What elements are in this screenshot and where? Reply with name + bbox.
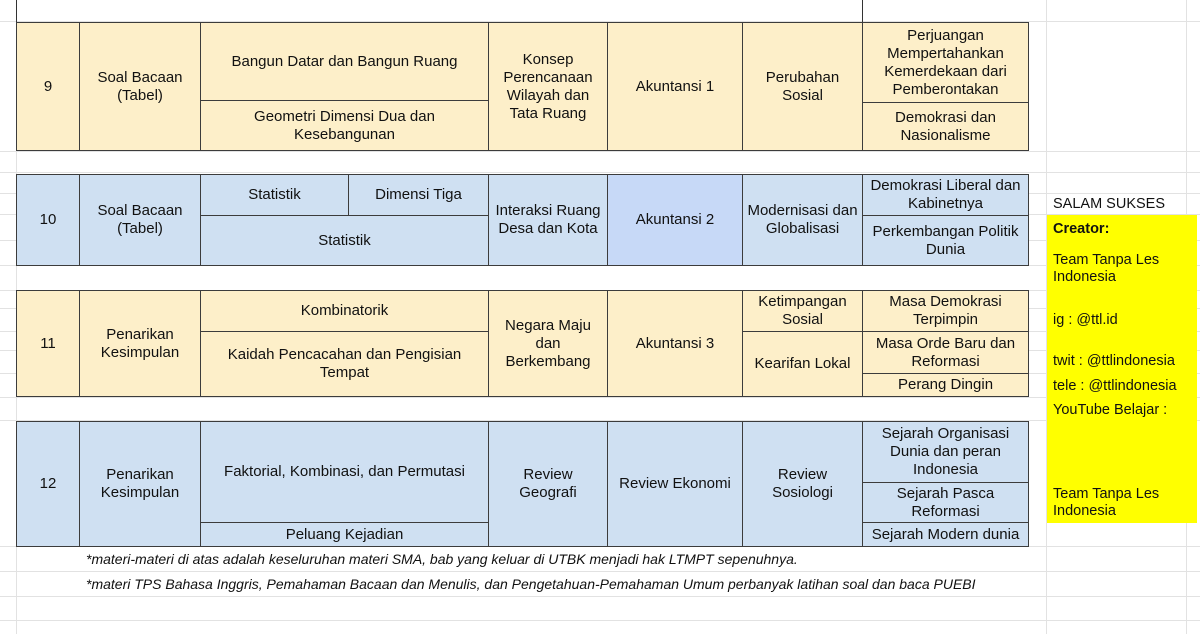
history-topic-3: Sejarah Modern dunia <box>862 522 1029 547</box>
math-topic-top: Faktorial, Kombinasi, dan Permutasi <box>200 421 489 523</box>
math-topic-top-right: Dimensi Tiga <box>348 174 489 216</box>
math-topic-top-left: Statistik <box>200 174 349 216</box>
economy-topic: Akuntansi 2 <box>607 174 743 266</box>
youtube-label: YouTube Belajar : <box>1053 402 1168 418</box>
history-topic-bottom: Demokrasi dan Nasionalisme <box>862 102 1029 151</box>
row-number: 11 <box>16 290 80 397</box>
row-number: 12 <box>16 421 80 547</box>
economy-topic: Akuntansi 1 <box>607 22 743 151</box>
sociology-topic-top: Ketimpangan Sosial <box>742 290 863 332</box>
salam-sukses-label: SALAM SUKSES <box>1053 196 1166 212</box>
geography-topic: Konsep Perencanaan Wilayah dan Tata Ruang <box>488 22 608 151</box>
footnote-1: *materi-materi di atas adalah keseluruhan materi SMA, bab yang keluar di UTBK menjadi hak LTMPT sepenuhnya. <box>86 551 798 567</box>
question-type: Soal Bacaan (Tabel) <box>79 22 201 151</box>
telegram-handle: tele : @ttlindonesia <box>1053 378 1177 394</box>
question-type: Soal Bacaan (Tabel) <box>79 174 201 266</box>
sociology-topic-bottom: Kearifan Lokal <box>742 331 863 397</box>
row-number: 9 <box>16 22 80 151</box>
math-topic-bottom: Geometri Dimensi Dua dan Kesebangunan <box>200 100 489 151</box>
sociology-topic: Perubahan Sosial <box>742 22 863 151</box>
creator-name: Team Tanpa Les Indonesia <box>1053 252 1160 285</box>
history-topic-top: Demokrasi Liberal dan Kabinetnya <box>862 174 1029 216</box>
geography-topic: Interaksi Ruang Desa dan Kota <box>488 174 608 266</box>
twitter-handle: twit : @ttlindonesia <box>1053 353 1175 369</box>
creator-label: Creator: <box>1053 221 1110 237</box>
youtube-channel-name: Team Tanpa Les Indonesia <box>1053 486 1160 519</box>
economy-topic: Akuntansi 3 <box>607 290 743 397</box>
history-topic-2: Masa Orde Baru dan Reformasi <box>862 331 1029 374</box>
row-number: 10 <box>16 174 80 266</box>
question-type: Penarikan Kesimpulan <box>79 290 201 397</box>
math-topic-bottom: Peluang Kejadian <box>200 522 489 547</box>
math-topic-top: Kombinatorik <box>200 290 489 332</box>
question-type: Penarikan Kesimpulan <box>79 421 201 547</box>
history-topic-2: Sejarah Pasca Reformasi <box>862 482 1029 523</box>
history-topic-bottom: Perkembangan Politik Dunia <box>862 215 1029 266</box>
math-topic-bottom: Kaidah Pencacahan dan Pengisian Tempat <box>200 331 489 397</box>
history-topic-3: Perang Dingin <box>862 373 1029 397</box>
sociology-topic: Modernisasi dan Globalisasi <box>742 174 863 266</box>
economy-topic: Review Ekonomi <box>607 421 743 547</box>
math-topic-bottom: Statistik <box>200 215 489 266</box>
geography-topic: Review Geografi <box>488 421 608 547</box>
geography-topic: Negara Maju dan Berkembang <box>488 290 608 397</box>
history-topic-1: Masa Demokrasi Terpimpin <box>862 290 1029 332</box>
sociology-topic: Review Sosiologi <box>742 421 863 547</box>
history-topic-top: Perjuangan Mempertahankan Kemerdekaan dari Pemberontakan <box>862 22 1029 103</box>
footnote-2: *materi TPS Bahasa Inggris, Pemahaman Bacaan dan Menulis, dan Pengetahuan-Pemahaman Umum perbanyak latihan soal dan baca PUEBI <box>86 576 976 592</box>
history-topic-1: Sejarah Organisasi Dunia dan peran Indonesia <box>862 421 1029 483</box>
instagram-handle: ig : @ttl.id <box>1053 312 1118 328</box>
math-topic-top: Bangun Datar dan Bangun Ruang <box>200 22 489 101</box>
